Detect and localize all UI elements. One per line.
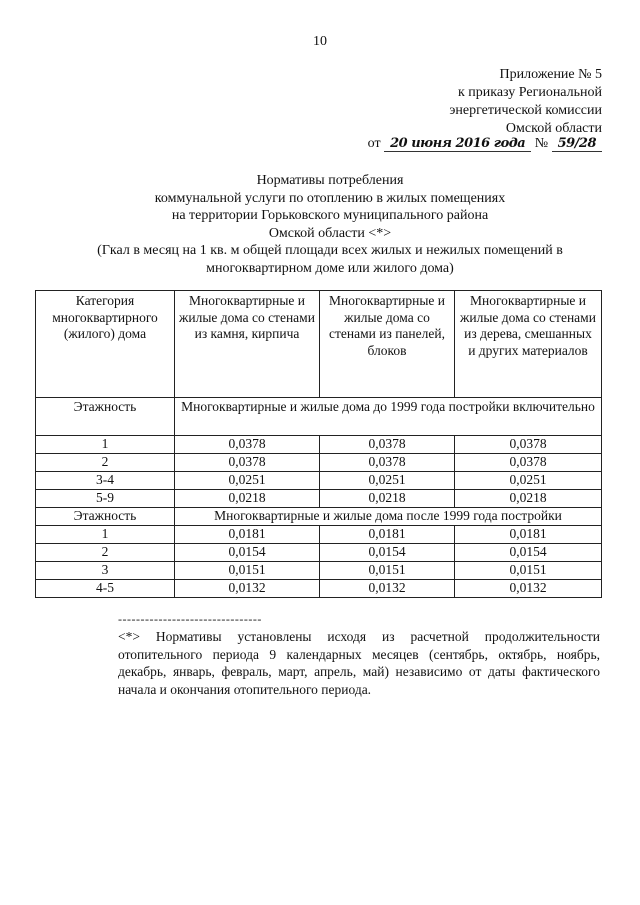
appendix-block: [449, 66, 602, 138]
appendix-line: Омской области: [505, 121, 602, 136]
value-cell: 0,0378: [455, 454, 602, 472]
number-prefix: №: [534, 136, 549, 151]
header-panel-block: Многоквартирные и жилые дома со стенами из панелей, блоков: [320, 291, 455, 398]
value-cell: 0,0132: [175, 580, 320, 598]
title-line: (Гкал в месяц на 1 кв. м общей площади всех жилых и нежилых помещений в: [97, 243, 563, 258]
value-cell: 0,0251: [455, 472, 602, 490]
value-cell: 0,0154: [175, 544, 320, 562]
value-cell: 0,0251: [320, 472, 455, 490]
value-cell: 0,0151: [455, 562, 602, 580]
footnote-text: <*> Нормативы установлены исходя из расчетной продолжительности отопительного периода 9 календарных месяцев (сентябрь, октябрь, ноябрь, декабрь, январь, февраль, март, апрель, май) независимо от даты фактического начала и окончания отопительного периода.: [118, 629, 600, 697]
header-wood-mixed: Многоквартирные и жилые дома со стенами из дерева, смешанных и других материалов: [455, 291, 602, 398]
floors-cell: 5-9: [36, 490, 175, 508]
value-cell: 0,0154: [320, 544, 455, 562]
value-cell: 0,0378: [175, 436, 320, 454]
value-cell: 0,0132: [320, 580, 455, 598]
value-cell: 0,0218: [320, 490, 455, 508]
value-cell: 0,0154: [455, 544, 602, 562]
section-label: Этажность: [36, 508, 175, 526]
value-cell: 0,0251: [175, 472, 320, 490]
table-row: [36, 490, 602, 508]
title-line: на территории Горьковского муниципального района: [171, 208, 489, 223]
floors-cell: 1: [36, 436, 175, 454]
value-cell: 0,0132: [455, 580, 602, 598]
value-cell: 0,0378: [455, 436, 602, 454]
floors-cell: 3-4: [36, 472, 175, 490]
value-cell: 0,0181: [175, 526, 320, 544]
floors-cell: 2: [36, 454, 175, 472]
title-line: многоквартирном доме или жилого дома): [206, 260, 454, 276]
handwritten-date: 20 июня 2016 года: [384, 136, 531, 152]
header-category: Категория многоквартирного (жилого) дома: [36, 291, 175, 398]
floors-cell: 3: [36, 562, 175, 580]
table-row: [36, 472, 602, 490]
table-row: [36, 580, 602, 598]
floors-cell: 1: [36, 526, 175, 544]
appendix-line: энергетической комиссии: [449, 103, 602, 118]
value-cell: 0,0151: [175, 562, 320, 580]
section-row: [36, 398, 602, 436]
table-row: [36, 526, 602, 544]
section-title: Многоквартирные и жилые дома после 1999 года постройки: [175, 508, 602, 526]
appendix-line: Приложение № 5: [499, 67, 602, 82]
floors-cell: 2: [36, 544, 175, 562]
handwritten-order-number: 59/28: [552, 136, 602, 152]
norms-table: [35, 290, 602, 598]
value-cell: 0,0151: [320, 562, 455, 580]
title-line: Омской области <*>: [268, 225, 392, 241]
value-cell: 0,0218: [175, 490, 320, 508]
table-row: [36, 454, 602, 472]
value-cell: 0,0181: [455, 526, 602, 544]
footnote-separator: --------------------------------: [118, 612, 262, 626]
value-cell: 0,0378: [175, 454, 320, 472]
title-line: Нормативы потребления: [256, 173, 404, 188]
date-prefix: от: [367, 136, 381, 151]
value-cell: 0,0378: [320, 454, 455, 472]
table-row: [36, 544, 602, 562]
order-date-row: [368, 136, 602, 158]
page-number: 10: [313, 34, 327, 49]
floors-cell: 4-5: [36, 580, 175, 598]
section-label: Этажность: [36, 398, 175, 436]
section-row: [36, 508, 602, 526]
table-row: [36, 562, 602, 580]
header-stone-brick: Многоквартирные и жилые дома со стенами из камня, кирпича: [175, 291, 320, 398]
value-cell: 0,0181: [320, 526, 455, 544]
table-row: [36, 436, 602, 454]
table-header-row: [36, 291, 602, 398]
appendix-line: к приказу Региональной: [457, 85, 602, 100]
document-title: [60, 172, 600, 277]
section-title: Многоквартирные и жилые дома до 1999 года постройки включительно: [175, 398, 602, 436]
value-cell: 0,0378: [320, 436, 455, 454]
value-cell: 0,0218: [455, 490, 602, 508]
title-line: коммунальной услуги по отоплению в жилых помещениях: [154, 190, 506, 206]
